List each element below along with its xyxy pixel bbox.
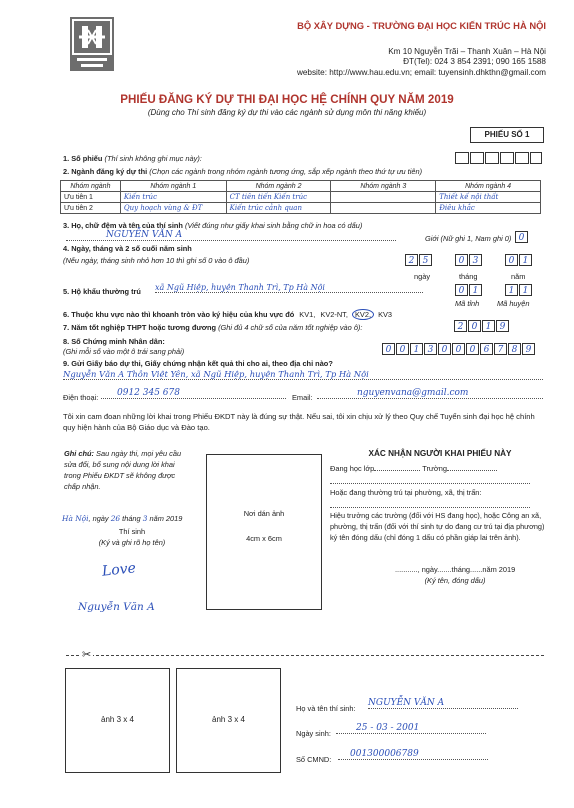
phieu-so-badge: PHIẾU SỐ 1 (470, 127, 544, 143)
huyen-digit-box[interactable]: 1 (519, 284, 532, 296)
table-cell[interactable]: Kiến trúc cảnh quan (226, 203, 331, 214)
huyen-digit-box[interactable]: 1 (505, 284, 518, 296)
cut-line (66, 655, 544, 656)
stub-cmnd-label: Số CMND: (296, 755, 332, 764)
cmnd-digit-box[interactable]: 0 (382, 343, 395, 355)
email-field[interactable]: nguyenvana@gmail.com (317, 388, 543, 399)
dob-digit-box[interactable]: 0 (505, 254, 518, 266)
mail-address-field[interactable]: Nguyễn Văn A Thôn Việt Yên, xã Ngũ Hiệp, huyện Thanh Trì, Tp Hà Nội (63, 369, 543, 380)
signed-name: Nguyễn Văn A (78, 601, 155, 613)
table-cell[interactable] (331, 192, 436, 203)
q4-label: 4. Ngày, tháng và 2 số cuối năm sinh (63, 244, 192, 253)
table-row (61, 203, 541, 214)
phone-label: Điện thoại: (63, 393, 99, 402)
q2-label: 2. Ngành đăng ký dự thi (63, 167, 148, 176)
photo-placeholder-small: ảnh 3 x 4 (176, 668, 281, 773)
kv-option[interactable]: KV2-NT, (320, 310, 348, 319)
confirm-instructions: Hiệu trưởng các trường (đối với HS đang học), hoặc Công an xã, phường, thị trấn (đối với thí sinh tự do đang cư trú tại địa phương) ký tên đóng dấu (chỉ đóng 1 dấu có phần giáp lai trên ảnh). (330, 511, 545, 542)
kv-option[interactable]: KV3 (378, 310, 393, 319)
column-header: Nhóm ngành (61, 181, 121, 192)
sign-day[interactable]: 26 (110, 514, 121, 523)
fullname-field[interactable]: NGUYỄN VĂN A (66, 230, 396, 241)
signer-title: Thí sinh (118, 527, 146, 536)
tinh-digit-box[interactable]: 1 (469, 284, 482, 296)
q3-note: (Viết đúng như giấy khai sinh bằng chữ in hoa có dấu) (185, 221, 363, 230)
hau-logo-icon (69, 16, 115, 72)
table-cell[interactable] (331, 203, 436, 214)
table-cell[interactable]: CT tiên tiến Kiến trúc (226, 192, 331, 203)
stub-cmnd-field[interactable]: 001300006789 (338, 749, 488, 760)
gender-box[interactable]: 0 (515, 231, 528, 243)
photo-size: 4cm x 6cm (246, 534, 282, 543)
q2-row (63, 167, 543, 176)
org-name: BỘ XÂY DỰNG - TRƯỜNG ĐẠI HỌC KIẾN TRÚC HÀ NỘI (297, 20, 546, 31)
stub-dob-field[interactable]: 25 - 03 - 2001 (336, 723, 486, 734)
cmnd-digit-box[interactable]: 0 (396, 343, 409, 355)
dob-digit-box[interactable]: 0 (455, 254, 468, 266)
confirm-blank[interactable] (330, 478, 530, 484)
dob-day-caption: ngày (414, 272, 431, 281)
q8-label: 8. Số Chứng minh Nhân dân: (63, 337, 165, 346)
q7-note: (Ghi đủ 4 chữ số của năm tốt nghiệp vào ô): (218, 323, 363, 332)
q1-box[interactable] (455, 152, 469, 164)
table-cell[interactable]: Quy hoạch vùng & ĐT (120, 203, 226, 214)
q2-note: (Chọn các ngành trong nhóm ngành tương ứng, sắp xếp ngành theo thứ tự ưu tiên) (149, 167, 423, 176)
dob-digit-box[interactable]: 2 (405, 254, 418, 266)
row-label: Ưu tiên 1 (61, 192, 121, 203)
form-subtitle: (Dùng cho Thí sinh đăng ký dự thi vào các ngành sử dụng môn thi năng khiếu) (147, 108, 427, 117)
grad-digit-box[interactable]: 1 (482, 320, 495, 332)
dob-digit-box[interactable]: 5 (419, 254, 432, 266)
cmnd-digit-box[interactable]: 7 (494, 343, 507, 355)
q7-label: 7. Năm tốt nghiệp THPT hoặc tương đương (63, 323, 217, 332)
confirm-line-residence: Hoặc đang thường trú tại phường, xã, thị trấn: (330, 488, 482, 497)
cmnd-digit-box[interactable]: 9 (522, 343, 535, 355)
column-header: Nhóm ngành 1 (120, 181, 226, 192)
sign-place[interactable]: Hà Nội (62, 514, 89, 523)
nganh-table (60, 180, 541, 214)
q6-row (63, 310, 392, 319)
q1-box[interactable] (485, 152, 499, 164)
row-label: Ưu tiên 2 (61, 203, 121, 214)
stub-name-field[interactable]: NGUYỄN VĂN A (368, 698, 518, 709)
sign-month[interactable]: 3 (142, 514, 148, 523)
tinh-boxes (455, 284, 483, 297)
kv-option[interactable]: KV1, (299, 310, 316, 319)
column-header: Nhóm ngành 2 (226, 181, 331, 192)
stub-name-label: Họ và tên thí sinh: (296, 704, 356, 713)
phone-field[interactable]: 0912 345 678 (101, 388, 286, 399)
signature: Love (101, 560, 137, 580)
q1-note: (Thí sinh không ghi mục này): (104, 154, 202, 163)
q9-label: 9. Gửi Giấy báo dự thi, Giấy chứng nhận kết quả thi cho ai, theo địa chỉ nào? (63, 359, 333, 368)
gender-label: Giới (Nữ ghi 1, Nam ghi 0) (425, 234, 512, 243)
logo (69, 16, 115, 72)
cmnd-digit-box[interactable]: 3 (424, 343, 437, 355)
school-field[interactable] (447, 464, 497, 471)
table-header-row (61, 181, 541, 192)
q1-row (63, 154, 202, 163)
confirm-blank[interactable] (330, 502, 530, 508)
sign-date: Hà Nội, ngày 26 tháng 3 năm 2019 (62, 514, 183, 523)
cmnd-digit-box[interactable]: 0 (466, 343, 479, 355)
dob-boxes (405, 254, 543, 267)
cmnd-digit-box[interactable]: 8 (508, 343, 521, 355)
dob-month-caption: tháng (459, 272, 478, 281)
dob-year-caption: năm (511, 272, 526, 281)
class-field[interactable] (374, 464, 420, 471)
q1-label: 1. Số phiếu (63, 154, 103, 163)
grad-digit-box[interactable]: 9 (496, 320, 509, 332)
q8-note: (Ghi mỗi số vào một ô trái sang phải) (63, 347, 185, 356)
grad-digit-box[interactable]: 0 (468, 320, 481, 332)
q1-box[interactable] (530, 152, 542, 164)
q5-label: 5. Hộ khẩu thường trú (63, 287, 141, 296)
dob-digit-box[interactable]: 3 (469, 254, 482, 266)
q7-row (63, 323, 362, 332)
website: website: http://www.hau.edu.vn; email: tuyensinh.dhkthn@gmail.com (296, 68, 546, 77)
table-cell[interactable]: Điêu khắc (436, 203, 541, 214)
note-title: Ghi chú: (64, 449, 94, 458)
huyen-caption: Mã huyện (497, 299, 530, 308)
huyen-boxes (505, 284, 533, 297)
q1-boxes (455, 152, 542, 164)
form-title: PHIẾU ĐĂNG KÝ DỰ THI ĐẠI HỌC HỆ CHÍNH QUY NĂM 2019 (120, 93, 454, 106)
q3-row (63, 221, 543, 230)
q1-box[interactable] (515, 152, 529, 164)
grad-year-boxes (454, 320, 534, 333)
tinh-caption: Mã tỉnh (455, 299, 480, 308)
cmnd-digit-box[interactable]: 1 (410, 343, 423, 355)
declaration: Tôi xin cam đoan những lời khai trong Phiếu ĐKDT này là đúng sự thật. Nếu sai, tôi xin chịu xử lý theo Quy chế Tuyển sinh đại học hệ chính quy hiện hành của Bộ Giáo dục và Đào tạo. (63, 412, 535, 432)
dob-digit-box[interactable]: 1 (519, 254, 532, 266)
confirm-date: ..........., ngày.......tháng......năm 2019 (395, 565, 516, 574)
stub-dob-label: Ngày sinh: (296, 729, 331, 738)
column-header: Nhóm ngành 3 (331, 181, 436, 192)
q1-box[interactable] (500, 152, 514, 164)
q1-box[interactable] (470, 152, 484, 164)
address: Km 10 Nguyễn Trãi – Thanh Xuân – Hà Nội (388, 47, 546, 56)
cmnd-boxes (382, 343, 542, 356)
tinh-digit-box[interactable]: 0 (455, 284, 468, 296)
scissors-icon: ✂ (82, 649, 92, 661)
cmnd-digit-box[interactable]: 6 (480, 343, 493, 355)
note-block (64, 448, 184, 492)
q3-label: 3. Họ, chữ đệm và tên của thí sinh (63, 221, 183, 230)
q4-note: (Nếu ngày, tháng sinh nhỏ hơn 10 thì ghi số 0 vào ô đầu) (63, 256, 250, 265)
table-cell[interactable]: Kiến trúc (120, 192, 226, 203)
kv-option-selected[interactable]: KV2, (352, 309, 374, 320)
q6-label: 6. Thuộc khu vực nào thì khoanh tròn vào ký hiệu của khu vực đó (63, 310, 295, 319)
photo-placeholder-main (206, 454, 322, 610)
cmnd-digit-box[interactable]: 0 (452, 343, 465, 355)
column-header: Nhóm ngành 4 (436, 181, 541, 192)
table-row (61, 192, 541, 203)
signer-note: (Ký và ghi rõ họ tên) (98, 538, 166, 547)
email-label: Email: (292, 393, 313, 402)
confirm-line-class: Đang học lớp Trường (330, 464, 543, 473)
household-field[interactable]: xã Ngũ Hiệp, huyện Thanh Trì, Tp Hà Nội (155, 283, 423, 293)
confirm-sign: (Ký tên, đóng dấu) (424, 576, 486, 585)
table-cell[interactable]: Thiết kế nội thất (436, 192, 541, 203)
grad-digit-box[interactable]: 2 (454, 320, 467, 332)
phone: ĐT(Tel): 024 3 854 2391; 090 165 1588 (403, 57, 546, 66)
photo-placeholder-small: ảnh 3 x 4 (65, 668, 170, 773)
note-text: Sau ngày thi, mọi yêu cầu sửa đổi, bổ sung nội dung lời khai trong Phiếu ĐKDT sẽ không được chấp nhận. (64, 449, 182, 491)
photo-caption: Nơi dán ảnh (243, 509, 285, 518)
confirm-title: XÁC NHẬN NGƯỜI KHAI PHIẾU NÀY (368, 449, 512, 458)
cmnd-digit-box[interactable]: 0 (438, 343, 451, 355)
